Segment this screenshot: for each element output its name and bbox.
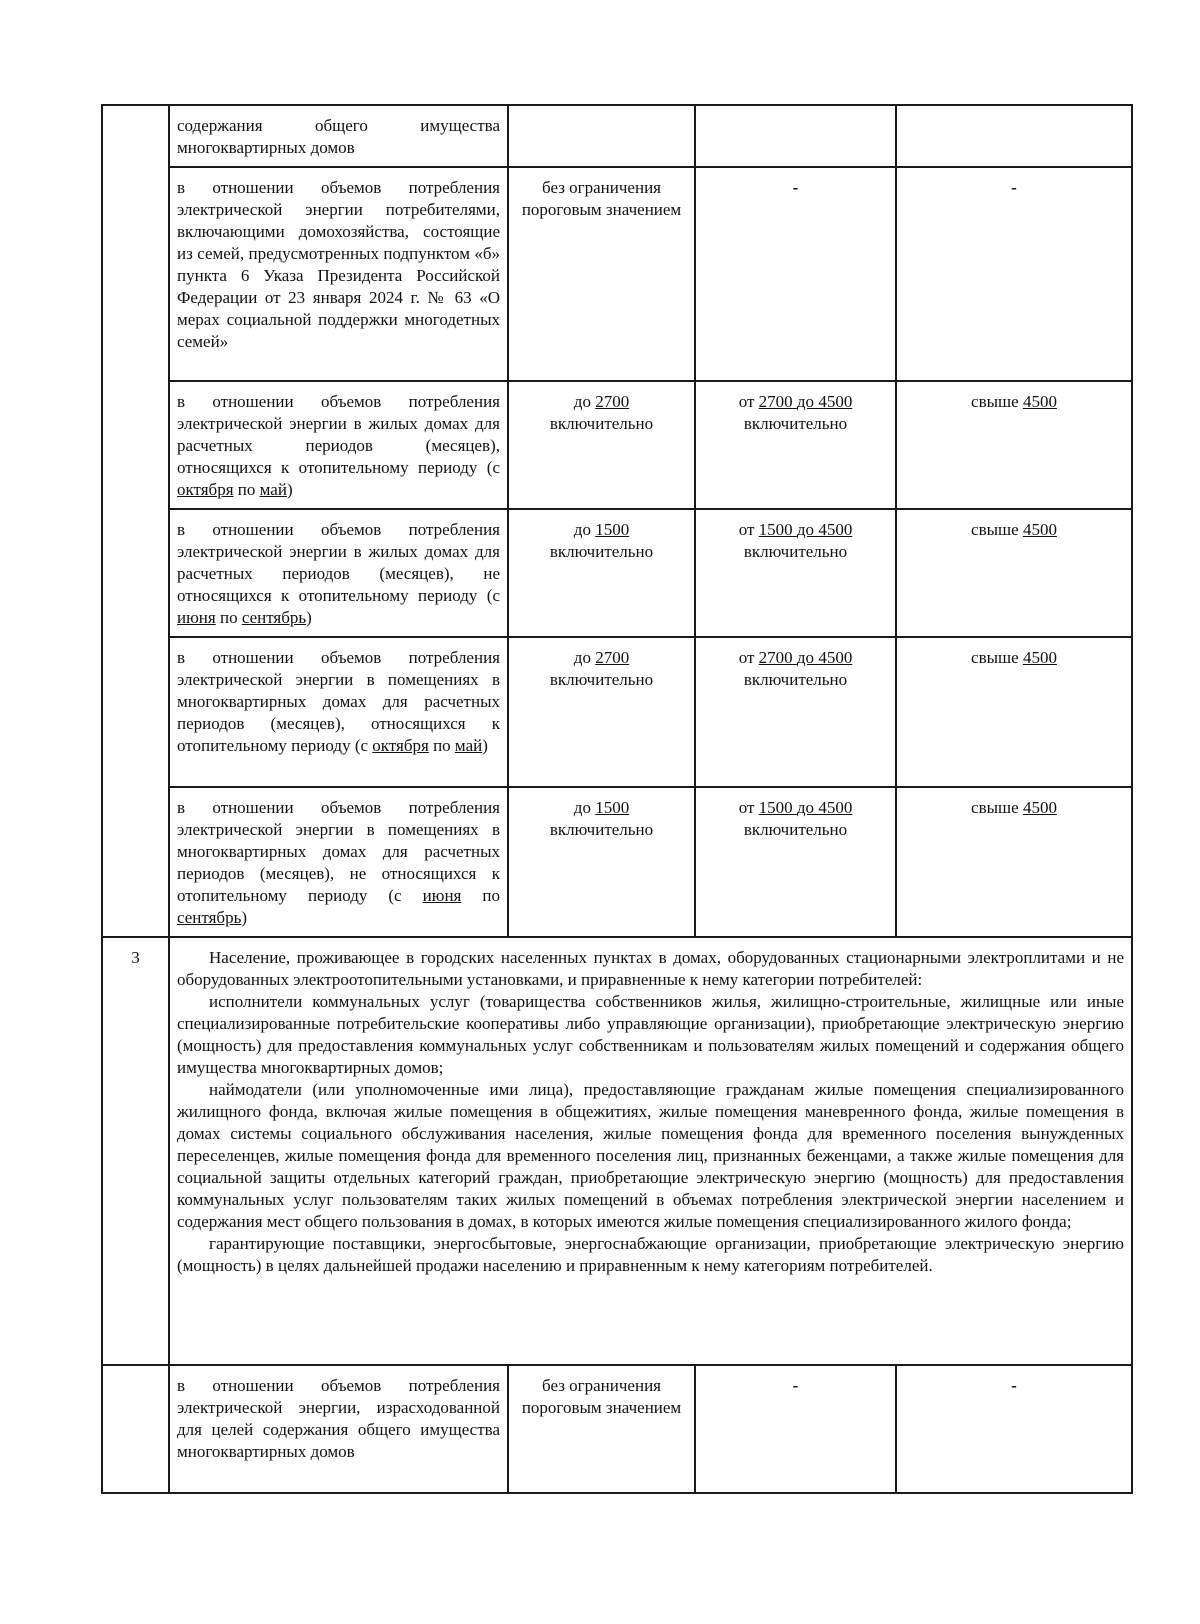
threshold-cell-2: от 2700 до 4500 включительно bbox=[695, 637, 896, 787]
section-paragraph: наймодатели (или уполномоченные ими лица), предоставляющие гражданам жилые помещения специализированного жилищного фонда, включая жилые помещения в общежитиях, жилые помещения маневренного фонда, жилые помещения в домах системы социального обслуживания населения, жилые помещения фонда для временного поселения вынужденных переселенцев, жилые помещения фонда для временного поселения лиц, признанных беженцами, а также жилые помещения для социальной защиты отдельных категорий граждан, приобретающие электрическую энергию (мощность) для предоставления коммунальных услуг пользователям таких жилых помещений в объемах потребления электрической энергии населением и содержания мест общего пользования в домах, в которых имеются жилые помещения специализированного жилого фонда; bbox=[177, 1080, 1124, 1231]
threshold-cell-3: свыше 4500 bbox=[896, 381, 1132, 509]
table-row bbox=[102, 509, 1132, 637]
section-paragraph: исполнители коммунальных услуг (товарищества собственников жилья, жилищно-строительные, жилищные или иные специализированные потребительские кооперативы либо управляющие организации), приобретающие электрическую энергию (мощность) для предоставления коммунальных услуг собственникам и пользователям жилых помещений и содержания общего имущества многоквартирных домов; bbox=[177, 992, 1124, 1077]
row-description: в отношении объемов потребления электрической энергии в жилых домах для расчетных периодов (месяцев), относящихся к отопительному периоду (с октября по май) bbox=[169, 381, 508, 509]
threshold-cell-2 bbox=[695, 105, 896, 167]
tariff-table bbox=[101, 104, 1133, 1494]
threshold-cell-3: свыше 4500 bbox=[896, 787, 1132, 937]
threshold-cell-3: свыше 4500 bbox=[896, 509, 1132, 637]
table-row bbox=[102, 381, 1132, 509]
table-row bbox=[102, 1365, 1132, 1493]
threshold-cell-3 bbox=[896, 105, 1132, 167]
threshold-cell-2: - bbox=[695, 1365, 896, 1493]
threshold-cell-3: - bbox=[896, 1365, 1132, 1493]
threshold-cell-1: без ограничения пороговым значением bbox=[508, 167, 695, 381]
table-row bbox=[102, 937, 1132, 1365]
threshold-cell-2: от 1500 до 4500 включительно bbox=[695, 509, 896, 637]
threshold-cell-1 bbox=[508, 105, 695, 167]
section-3-description bbox=[169, 937, 1132, 1365]
threshold-cell-1: до 1500 включительно bbox=[508, 787, 695, 937]
section-number: 3 bbox=[102, 937, 169, 1365]
row-description: содержания общего имущества многоквартирных домов bbox=[169, 105, 508, 167]
row-description: в отношении объемов потребления электрической энергии, израсходованной для целей содержания общего имущества многоквартирных домов bbox=[169, 1365, 508, 1493]
threshold-cell-2: от 2700 до 4500 включительно bbox=[695, 381, 896, 509]
section-paragraph: гарантирующие поставщики, энергосбытовые, энергоснабжающие организации, приобретающие электрическую энергию (мощность) в целях дальнейшей продажи населению и приравненным к нему категориям потребителей. bbox=[177, 1234, 1124, 1275]
row-description: в отношении объемов потребления электрической энергии в жилых домах для расчетных периодов (месяцев), не относящихся к отопительному периоду (с июня по сентябрь) bbox=[169, 509, 508, 637]
row-number-cell bbox=[102, 1365, 169, 1493]
table-row bbox=[102, 105, 1132, 167]
table-row bbox=[102, 637, 1132, 787]
threshold-cell-2: - bbox=[695, 167, 896, 381]
threshold-cell-1: до 2700 включительно bbox=[508, 381, 695, 509]
row-description: в отношении объемов потребления электрической энергии в помещениях в многоквартирных домах для расчетных периодов (месяцев), относящихся к отопительному периоду (с октября по май) bbox=[169, 637, 508, 787]
threshold-cell-1: до 2700 включительно bbox=[508, 637, 695, 787]
row-description: в отношении объемов потребления электрической энергии потребителями, включающими домохозяйства, состоящие из семей, предусмотренных подпунктом «б» пункта 6 Указа Президента Российской Федерации от 23 января 2024 г. № 63 «О мерах социальной поддержки многодетных семей» bbox=[169, 167, 508, 381]
section-paragraph: Население, проживающее в городских населенных пунктах в домах, оборудованных стационарными электроплитами и не оборудованных электроотопительными установками, и приравненные к нему категории потребителей: bbox=[177, 948, 1124, 989]
row-description: в отношении объемов потребления электрической энергии в помещениях в многоквартирных домах для расчетных периодов (месяцев), не относящихся к отопительному периоду (с июня по сентябрь) bbox=[169, 787, 508, 937]
threshold-cell-1: до 1500 включительно bbox=[508, 509, 695, 637]
row-number-cell bbox=[102, 105, 169, 937]
table-row bbox=[102, 787, 1132, 937]
threshold-cell-3: - bbox=[896, 167, 1132, 381]
table-row bbox=[102, 167, 1132, 381]
threshold-cell-2: от 1500 до 4500 включительно bbox=[695, 787, 896, 937]
threshold-cell-3: свыше 4500 bbox=[896, 637, 1132, 787]
threshold-cell-1: без ограничения пороговым значением bbox=[508, 1365, 695, 1493]
